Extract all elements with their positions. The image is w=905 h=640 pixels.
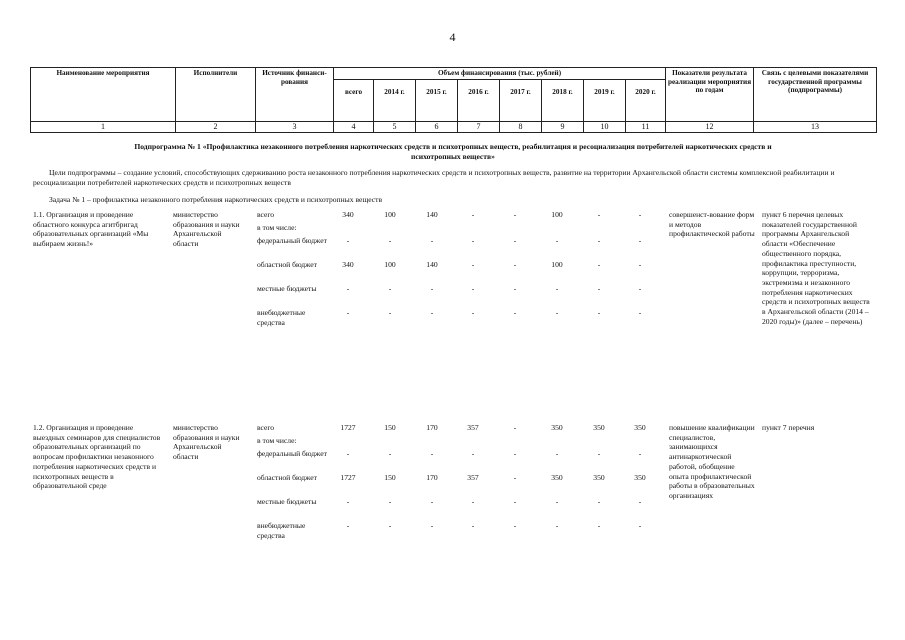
funding-value: -	[597, 210, 601, 219]
header-year: 2019 г.	[584, 79, 626, 121]
funding-value: -	[471, 284, 475, 293]
funding-value: 340	[342, 260, 354, 269]
subprogram-title: Подпрограмма № 1 «Профилактика незаконного потребления наркотических средств и психотропных веществ, реабилитация и ресоциализация потребителей наркотических средств и психотропных веществ»	[134, 142, 772, 161]
funding-value: -	[430, 284, 434, 293]
funding-value: 350	[634, 473, 646, 482]
funding-value: -	[638, 449, 642, 458]
header-year: 2018 г.	[542, 79, 584, 121]
funding-value: -	[597, 284, 601, 293]
funding-source: всего	[257, 423, 275, 432]
funding-value: -	[388, 521, 392, 530]
col-number: 10	[584, 121, 626, 132]
header-year: 2016 г.	[458, 79, 500, 121]
funding-value: -	[597, 449, 601, 458]
funding-value: -	[555, 521, 559, 530]
funding-value: -	[597, 260, 601, 269]
executor: министерство образования и науки Архангельской области	[173, 210, 240, 249]
funding-source: всего	[257, 210, 275, 219]
funding-value: -	[388, 449, 392, 458]
funding-source: в том числе:	[257, 223, 297, 232]
funding-value: -	[597, 521, 601, 530]
funding-value: -	[346, 284, 350, 293]
funding-value: 140	[426, 260, 438, 269]
funding-value: 350	[551, 473, 563, 482]
funding-source: областной бюджет	[257, 260, 317, 269]
activity-name: 1.2. Организация и проведение выездных семинаров для специалистов образовательных организаций по вопросам профилактики незаконного потребления наркотических средств и психотропных веществ в образовательной среде	[33, 423, 161, 491]
header-year: 2015 г.	[416, 79, 458, 121]
page-number: 4	[449, 30, 456, 44]
funding-value: -	[638, 236, 642, 245]
program-link: пункт 7 перечня	[762, 423, 815, 432]
funding-value: -	[471, 308, 475, 317]
funding-value: -	[597, 497, 601, 506]
funding-value: -	[430, 521, 434, 530]
funding-source: внебюджетные средства	[257, 308, 306, 327]
col-number: 5	[374, 121, 416, 132]
activity-name: 1.1. Организация и проведение областного конкурса агитбригад образовательных организаций «Мы выбираем жизнь!»	[33, 210, 149, 249]
result-indicator: повышение квалификации специалистов, занимающихся антинаркотической работой, обобщение опыта профилактической работы в образовательных организациях	[669, 423, 755, 501]
funding-value: 140	[426, 210, 438, 219]
funding-value: -	[388, 497, 392, 506]
col-number: 7	[458, 121, 500, 132]
funding-value: -	[430, 236, 434, 245]
funding-value: -	[638, 210, 642, 219]
funding-value: -	[513, 423, 517, 432]
funding-value: 350	[593, 423, 605, 432]
funding-value: -	[638, 260, 642, 269]
funding-value: -	[388, 236, 392, 245]
col-number: 11	[626, 121, 666, 132]
funding-source: федеральный бюджет	[257, 449, 327, 458]
funding-source: федеральный бюджет	[257, 236, 327, 245]
header-col-funding: Объем финансирования (тыс. рублей)	[334, 68, 666, 80]
funding-value: 100	[384, 210, 396, 219]
col-number: 6	[416, 121, 458, 132]
result-indicator: совершенст-вование форм и методов профилактической работы	[669, 210, 755, 239]
table-header	[30, 67, 877, 133]
col-number: 9	[542, 121, 584, 132]
funding-value: -	[430, 497, 434, 506]
funding-value: 100	[384, 260, 396, 269]
funding-value: -	[638, 308, 642, 317]
funding-value: 350	[551, 423, 563, 432]
header-year: 2020 г.	[626, 79, 666, 121]
funding-value: -	[513, 521, 517, 530]
funding-value: -	[555, 497, 559, 506]
task-text: Задача № 1 – профилактика незаконного потребления наркотических средств и психотропных веществ	[49, 195, 383, 204]
funding-value: -	[638, 284, 642, 293]
funding-value: -	[597, 308, 601, 317]
header-year: 2014 г.	[374, 79, 416, 121]
funding-value: -	[346, 308, 350, 317]
funding-value: -	[513, 308, 517, 317]
header-year: всего	[334, 79, 374, 121]
funding-value: 150	[384, 423, 396, 432]
col-number: 3	[256, 121, 334, 132]
col-number: 4	[334, 121, 374, 132]
funding-source: местные бюджеты	[257, 284, 317, 293]
funding-value: -	[471, 236, 475, 245]
col-number: 8	[500, 121, 542, 132]
col-number: 2	[176, 121, 256, 132]
funding-value: 350	[634, 423, 646, 432]
funding-source: в том числе:	[257, 436, 297, 445]
funding-value: -	[430, 449, 434, 458]
funding-value: -	[471, 260, 475, 269]
funding-value: 100	[551, 260, 563, 269]
funding-value: -	[513, 449, 517, 458]
funding-value: -	[597, 236, 601, 245]
funding-source: местные бюджеты	[257, 497, 317, 506]
header-col-source: Источник финанси-рования	[256, 68, 334, 122]
funding-value: 100	[551, 210, 563, 219]
funding-value: 357	[467, 423, 479, 432]
header-year: 2017 г.	[500, 79, 542, 121]
funding-value: -	[471, 449, 475, 458]
funding-value: -	[513, 284, 517, 293]
funding-value: -	[555, 308, 559, 317]
funding-value: -	[346, 236, 350, 245]
funding-value: 150	[384, 473, 396, 482]
header-col-executor: Исполнители	[176, 68, 256, 122]
funding-value: 340	[342, 210, 354, 219]
funding-value: 170	[426, 423, 438, 432]
header-col-name: Наименование мероприятия	[31, 68, 176, 122]
funding-value: -	[555, 284, 559, 293]
funding-value: -	[555, 236, 559, 245]
funding-value: -	[346, 449, 350, 458]
col-number: 13	[754, 121, 877, 132]
col-number: 12	[666, 121, 754, 132]
funding-value: -	[638, 521, 642, 530]
goal-text: Цели подпрограммы – создание условий, способствующих сдерживанию роста незаконного потребления наркотических средств и психотропных веществ, развитие на территории Архангельской области системы комплексной реабилитации и ресоциализации потребителей наркотических средств и психотропных веществ	[33, 168, 835, 187]
funding-value: -	[638, 497, 642, 506]
program-link: пункт 6 перечня целевых показателей государственной программы Архангельской области «Обеспечение общественного порядка, профилактика преступности, коррупции, терроризма, экстремизма и незаконного потребления наркотических средств и психотропных веществ в Архангельской области (2014 – 2020 годы)» (далее – перечень)	[762, 210, 870, 326]
funding-value: 350	[593, 473, 605, 482]
funding-value: -	[346, 497, 350, 506]
funding-value: -	[555, 449, 559, 458]
funding-value: -	[513, 236, 517, 245]
funding-value: 170	[426, 473, 438, 482]
funding-value: -	[513, 497, 517, 506]
funding-value: 1727	[340, 423, 356, 432]
funding-source: внебюджетные средства	[257, 521, 306, 540]
header-col-results: Показатели результата реализации мероприятия по годам	[666, 68, 754, 122]
funding-value: -	[513, 260, 517, 269]
funding-value: -	[430, 308, 434, 317]
funding-source: областной бюджет	[257, 473, 317, 482]
funding-value: 357	[467, 473, 479, 482]
funding-value: -	[471, 210, 475, 219]
funding-value: -	[346, 521, 350, 530]
col-number: 1	[31, 121, 176, 132]
executor: министерство образования и науки Архангельской области	[173, 423, 240, 462]
funding-value: -	[388, 284, 392, 293]
funding-value: -	[471, 497, 475, 506]
header-col-link: Связь с целевыми показателями государственной программы (подпрограммы)	[754, 68, 877, 122]
funding-value: -	[513, 210, 517, 219]
funding-value: -	[513, 473, 517, 482]
funding-value: -	[471, 521, 475, 530]
funding-value: 1727	[340, 473, 356, 482]
funding-value: -	[388, 308, 392, 317]
